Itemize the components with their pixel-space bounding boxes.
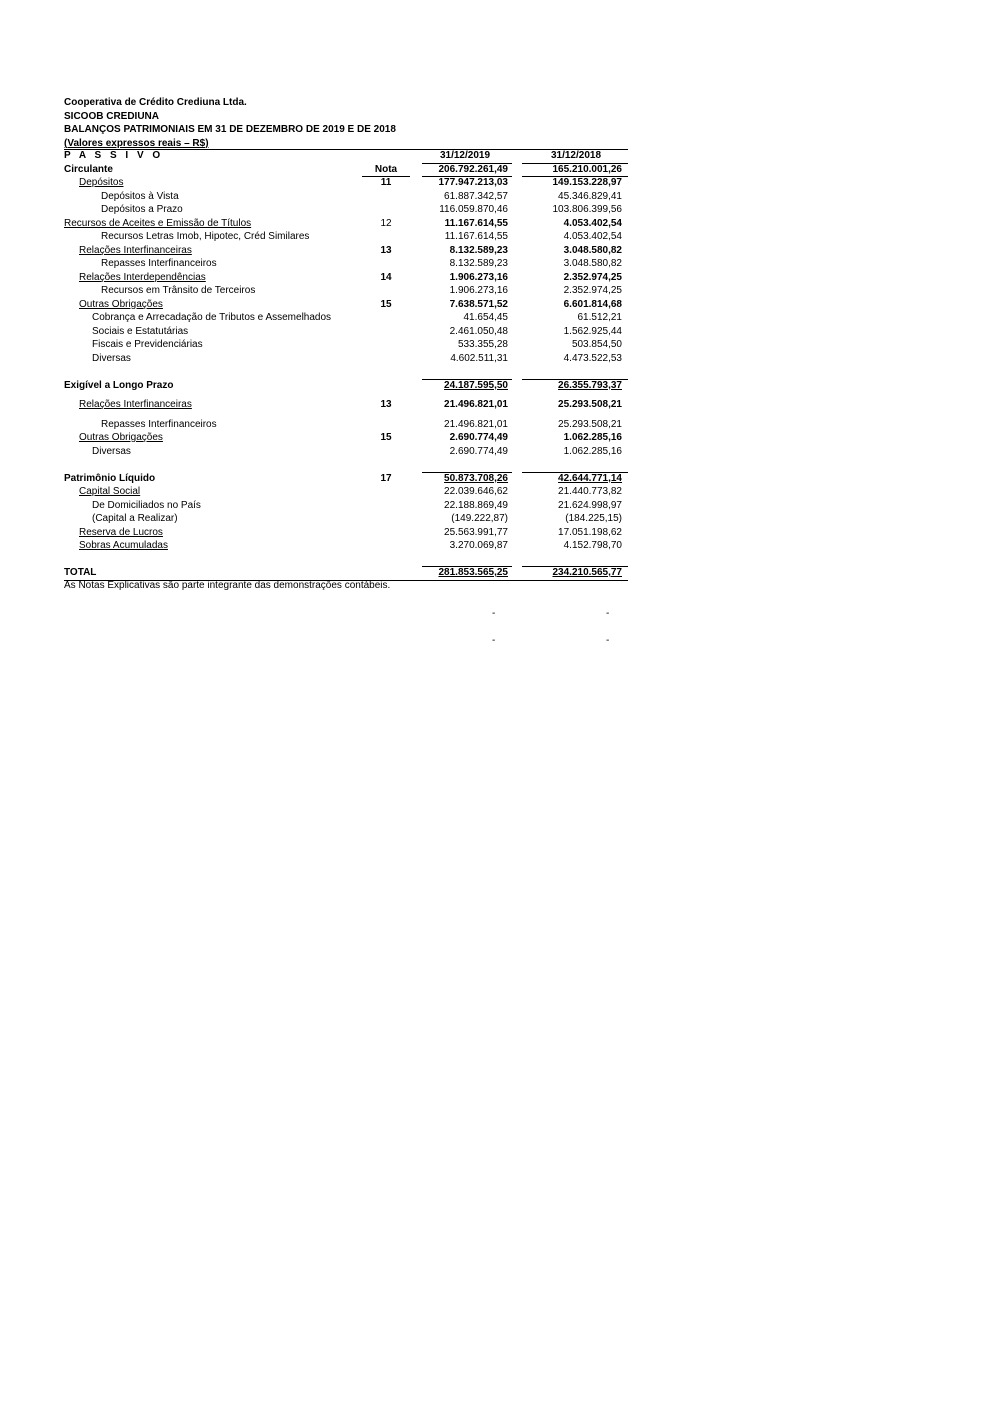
table-row: Outras Obrigações 15 2.690.774,49 1.062.285,16 [79,432,622,443]
table-row: Fiscais e Previdenciárias 533.355,28 503.854,50 [92,339,622,350]
table-row: Sociais e Estatutárias 2.461.050,48 1.562.925,44 [92,325,622,337]
table-row: Outras Obrigações 15 7.638.571,52 6.601.814,68 [79,298,622,310]
table-row: Patrimônio Líquido 17 50.873.708,26 42.644.771,14 [64,472,628,486]
table-row: De Domiciliados no País 22.188.869,49 21.624.998,97 [92,499,622,511]
passivo-heading: P A S S I V O [64,150,164,161]
sicoob-name: SICOOB CREDIUNA [64,110,160,122]
table-row: (Capital a Realizar) (149.222,87) (184.225,15) [92,513,622,524]
table-row: Recursos em Trânsito de Terceiros 1.906.273,16 2.352.974,25 [101,285,622,296]
table-row: Circulante Nota 206.792.261,49 165.210.001,26 [64,163,628,177]
table-row: Cobrança e Arrecadação de Tributos e Assemelhados 41.654,45 61.512,21 [92,312,622,323]
table-row: Recursos Letras Imob, Hipotec, Créd Similares 11.167.614,55 4.053.402,54 [101,231,622,242]
balance-sheet [64,149,628,580]
table-row: Depósitos 11 177.947.213,03 149.153.228,97 [64,176,628,190]
dash-row-2: - - [492,635,610,646]
table-row: Reserva de Lucros 25.563.991,77 17.051.198,62 [79,526,622,538]
year-2019-header: 31/12/2019 [439,150,491,161]
company-name: Cooperativa de Crédito Crediuna Ltda. [64,97,247,108]
table-row: Exigível a Longo Prazo 24.187.595,50 26.355.793,37 [64,379,628,393]
table-row: Diversas 4.602.511,31 4.473.522,53 [92,352,622,364]
table-row: Relações Interfinanceiras 13 21.496.821,01 25.293.508,21 [79,399,622,410]
report-header [64,96,628,150]
table-row: Repasses Interfinanceiros 8.132.589,23 3.048.580,82 [101,258,622,269]
table-row: Recursos de Aceites e Emissão de Títulos 12 11.167.614,55 4.053.402,54 [64,217,622,229]
table-row: Sobras Acumuladas 3.270.069,87 4.152.798,70 [79,540,622,551]
table-row: Relações Interfinanceiras 13 8.132.589,23 3.048.580,82 [79,244,622,256]
year-2018-header: 31/12/2018 [550,150,602,161]
table-row: Repasses Interfinanceiros 21.496.821,01 25.293.508,21 [101,418,622,430]
units-note: (Valores expressos reais – R$) [64,137,209,149]
table-row: Diversas 2.690.774,49 1.062.285,16 [92,445,622,457]
table-row: Depósitos a Prazo 116.059.870,46 103.806.399,56 [101,204,622,215]
dash-row-1: - - [492,608,610,619]
nota-header: Nota [374,163,398,175]
column-header-row [64,149,628,163]
report-title: BALANÇOS PATRIMONIAIS EM 31 DE DEZEMBRO DE 2019 E DE 2018 [64,124,396,135]
footnote: As Notas Explicativas são parte integrante das demonstrações contábeis. [64,580,391,591]
table-row: Relações Interdependências 14 1.906.273,16 2.352.974,25 [79,271,622,283]
total-row: TOTAL 281.853.565,25 234.210.565,77 [64,566,628,580]
table-row: Depósitos à Vista 61.887.342,57 45.346.829,41 [101,190,622,202]
table-row: Capital Social 22.039.646,62 21.440.773,82 [79,486,622,497]
